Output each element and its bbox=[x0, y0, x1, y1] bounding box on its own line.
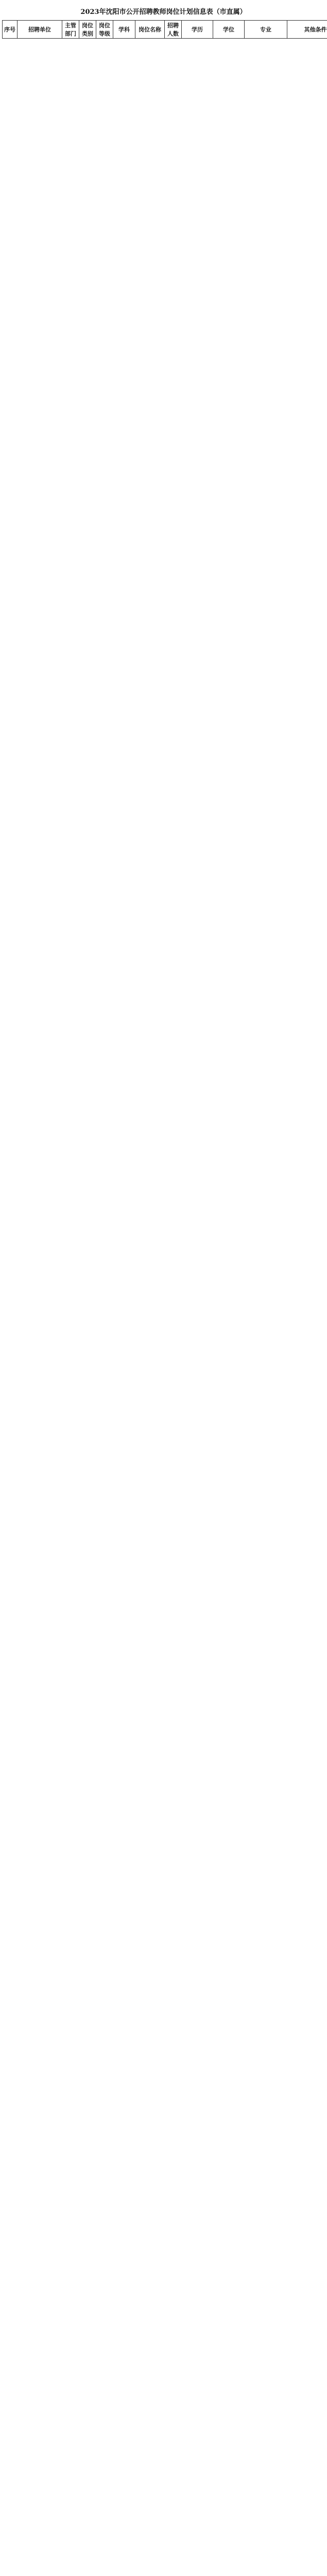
column-header: 序号 bbox=[3, 21, 18, 39]
column-header: 招聘人数 bbox=[165, 21, 182, 39]
column-header: 岗位名称 bbox=[135, 21, 165, 39]
column-header: 主管部门 bbox=[62, 21, 79, 39]
recruitment-table bbox=[2, 20, 327, 39]
column-header: 岗位类别 bbox=[79, 21, 96, 39]
table-header-row bbox=[3, 21, 327, 39]
column-header: 学位 bbox=[213, 21, 245, 39]
column-header: 专业 bbox=[245, 21, 287, 39]
page-title: 2023年沈阳市公开招聘教师岗位计划信息表（市直属） bbox=[80, 8, 247, 16]
column-header: 学科 bbox=[113, 21, 135, 39]
column-header: 岗位等级 bbox=[96, 21, 113, 39]
column-header: 学历 bbox=[182, 21, 213, 39]
column-header: 招聘单位 bbox=[18, 21, 62, 39]
page bbox=[0, 0, 327, 39]
column-header: 其他条件 bbox=[287, 21, 327, 39]
